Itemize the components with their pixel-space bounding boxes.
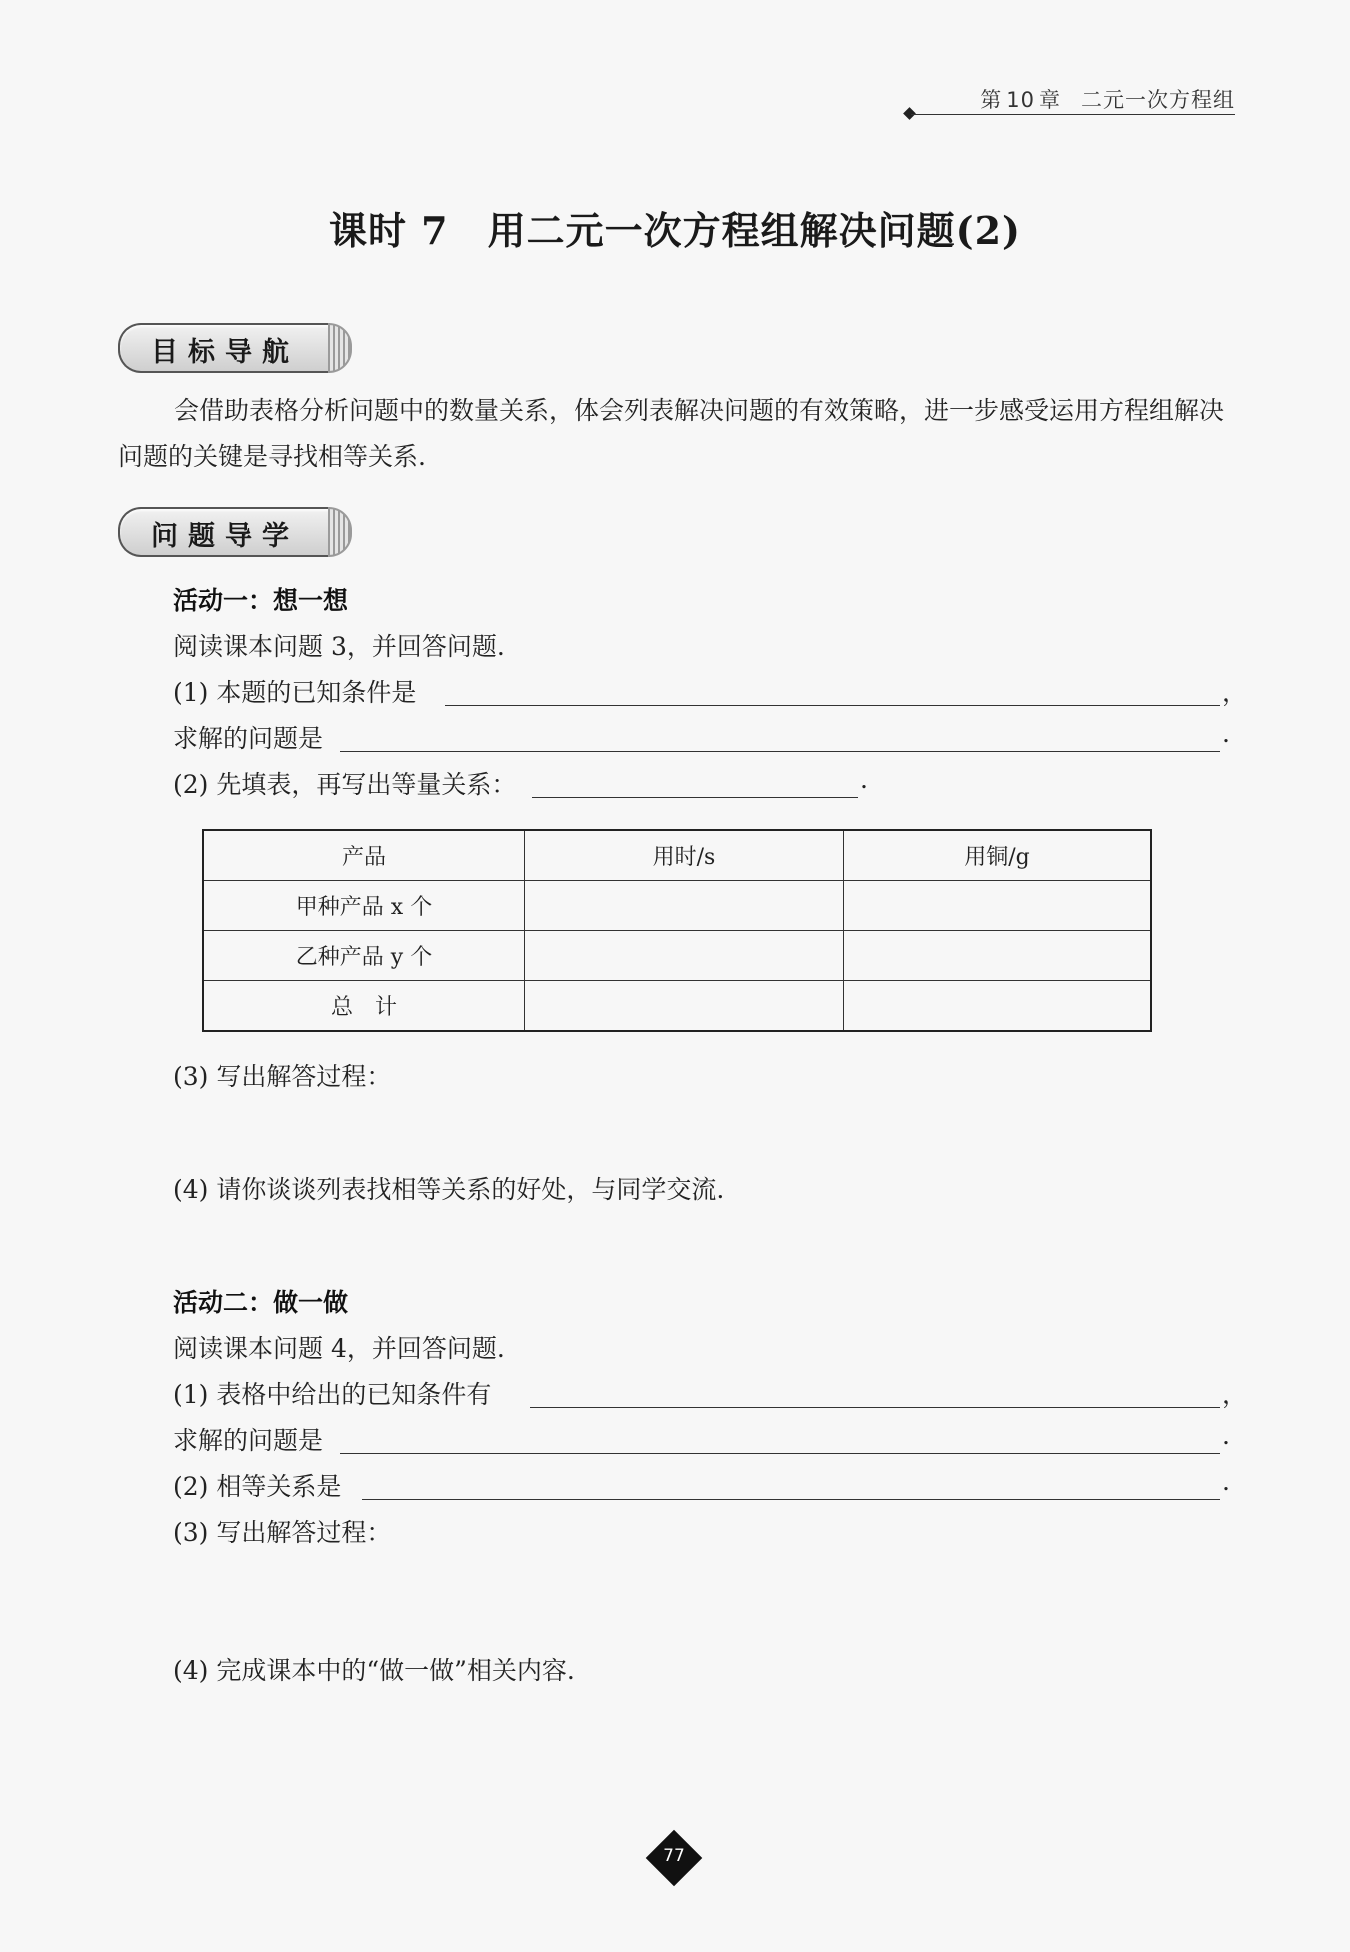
table-cell-blank[interactable] (525, 981, 844, 1032)
table-cell-blank[interactable] (525, 931, 844, 981)
activity1-q2-blank[interactable] (532, 797, 858, 798)
section-label-goals: 目标导航 (151, 337, 299, 368)
table-cell-blank[interactable] (844, 931, 1152, 981)
activity2-q1-blank[interactable] (530, 1407, 1220, 1408)
table-cell: 乙种产品 y 个 (203, 931, 525, 981)
activity1-q1-prefix: (1) 本题的已知条件是 (173, 678, 417, 707)
activity1-q1-blank[interactable] (445, 705, 1220, 706)
table-header-cell: 用铜/g (844, 830, 1152, 881)
table-header-cell: 用时/s (525, 830, 844, 881)
activity1-q2-prefix: (2) 先填表，再写出等量关系： (173, 770, 517, 799)
chapter-title: 二元一次方程组 (1081, 88, 1235, 112)
activity2-q3: (3) 写出解答过程： (173, 1518, 392, 1547)
chapter-suffix: 章 (1039, 88, 1061, 112)
table-cell-blank[interactable] (844, 981, 1152, 1032)
lesson-title: 课时 7 用二元一次方程组解决问题(2) (328, 208, 1022, 253)
activity1-q1-end: ， (1222, 678, 1248, 707)
table-cell-blank[interactable] (525, 881, 844, 931)
activity2-q1b-blank[interactable] (340, 1453, 1220, 1454)
activity1-heading: 活动一：想一想 (173, 586, 349, 615)
activity2-q1b-prefix: 求解的问题是 (173, 1426, 324, 1455)
table-header-row (203, 830, 1151, 881)
activity2-q1b-end: . (1222, 1421, 1230, 1450)
goals-text: 会借助表格分析问题中的数量关系，体会列表解决问题的有效策略，进一步感受运用方程组解决问题的关键是寻找相等关系. (118, 396, 1225, 471)
activity2-q4: (4) 完成课本中的“做一做”相关内容. (173, 1656, 575, 1685)
chapter-header (905, 84, 1235, 118)
table-header-cell: 产品 (203, 830, 525, 881)
activity1-q1b-end: . (1222, 719, 1230, 748)
activity2-intro: 阅读课本问题 4，并回答问题. (173, 1334, 505, 1363)
page-number: 77 (663, 1846, 685, 1866)
chapter-prefix: 第 (980, 88, 1003, 112)
activity2-heading: 活动二：做一做 (173, 1288, 349, 1317)
chapter-label (980, 84, 1235, 114)
activity2-q2-prefix: (2) 相等关系是 (173, 1472, 342, 1501)
activity1-q2-end: . (860, 765, 868, 794)
activity1-q3: (3) 写出解答过程： (173, 1062, 392, 1091)
data-table (202, 829, 1152, 1032)
activity2-q1-end: ， (1222, 1380, 1248, 1409)
header-rule (911, 114, 1235, 115)
table-cell: 总 计 (203, 981, 525, 1032)
table-row (203, 981, 1151, 1032)
section-badge-learning (118, 507, 330, 557)
activity1-q1b-blank[interactable] (340, 751, 1220, 752)
section-label-learning: 问题导学 (151, 521, 299, 552)
activity1-q1b-prefix: 求解的问题是 (173, 724, 324, 753)
activity2-q2-blank[interactable] (362, 1499, 1220, 1500)
activity2-q1-prefix: (1) 表格中给出的已知条件有 (173, 1380, 492, 1409)
table-cell-blank[interactable] (844, 881, 1152, 931)
section-badge-goals (118, 323, 330, 373)
table-cell: 甲种产品 x 个 (203, 881, 525, 931)
activity1-intro: 阅读课本问题 3，并回答问题. (173, 632, 505, 661)
table-row (203, 931, 1151, 981)
activity1-q4: (4) 请你谈谈列表找相等关系的好处，与同学交流. (173, 1175, 725, 1204)
table-row (203, 881, 1151, 931)
activity2-q2-end: . (1222, 1467, 1230, 1496)
chapter-number: 10 (1006, 88, 1035, 112)
